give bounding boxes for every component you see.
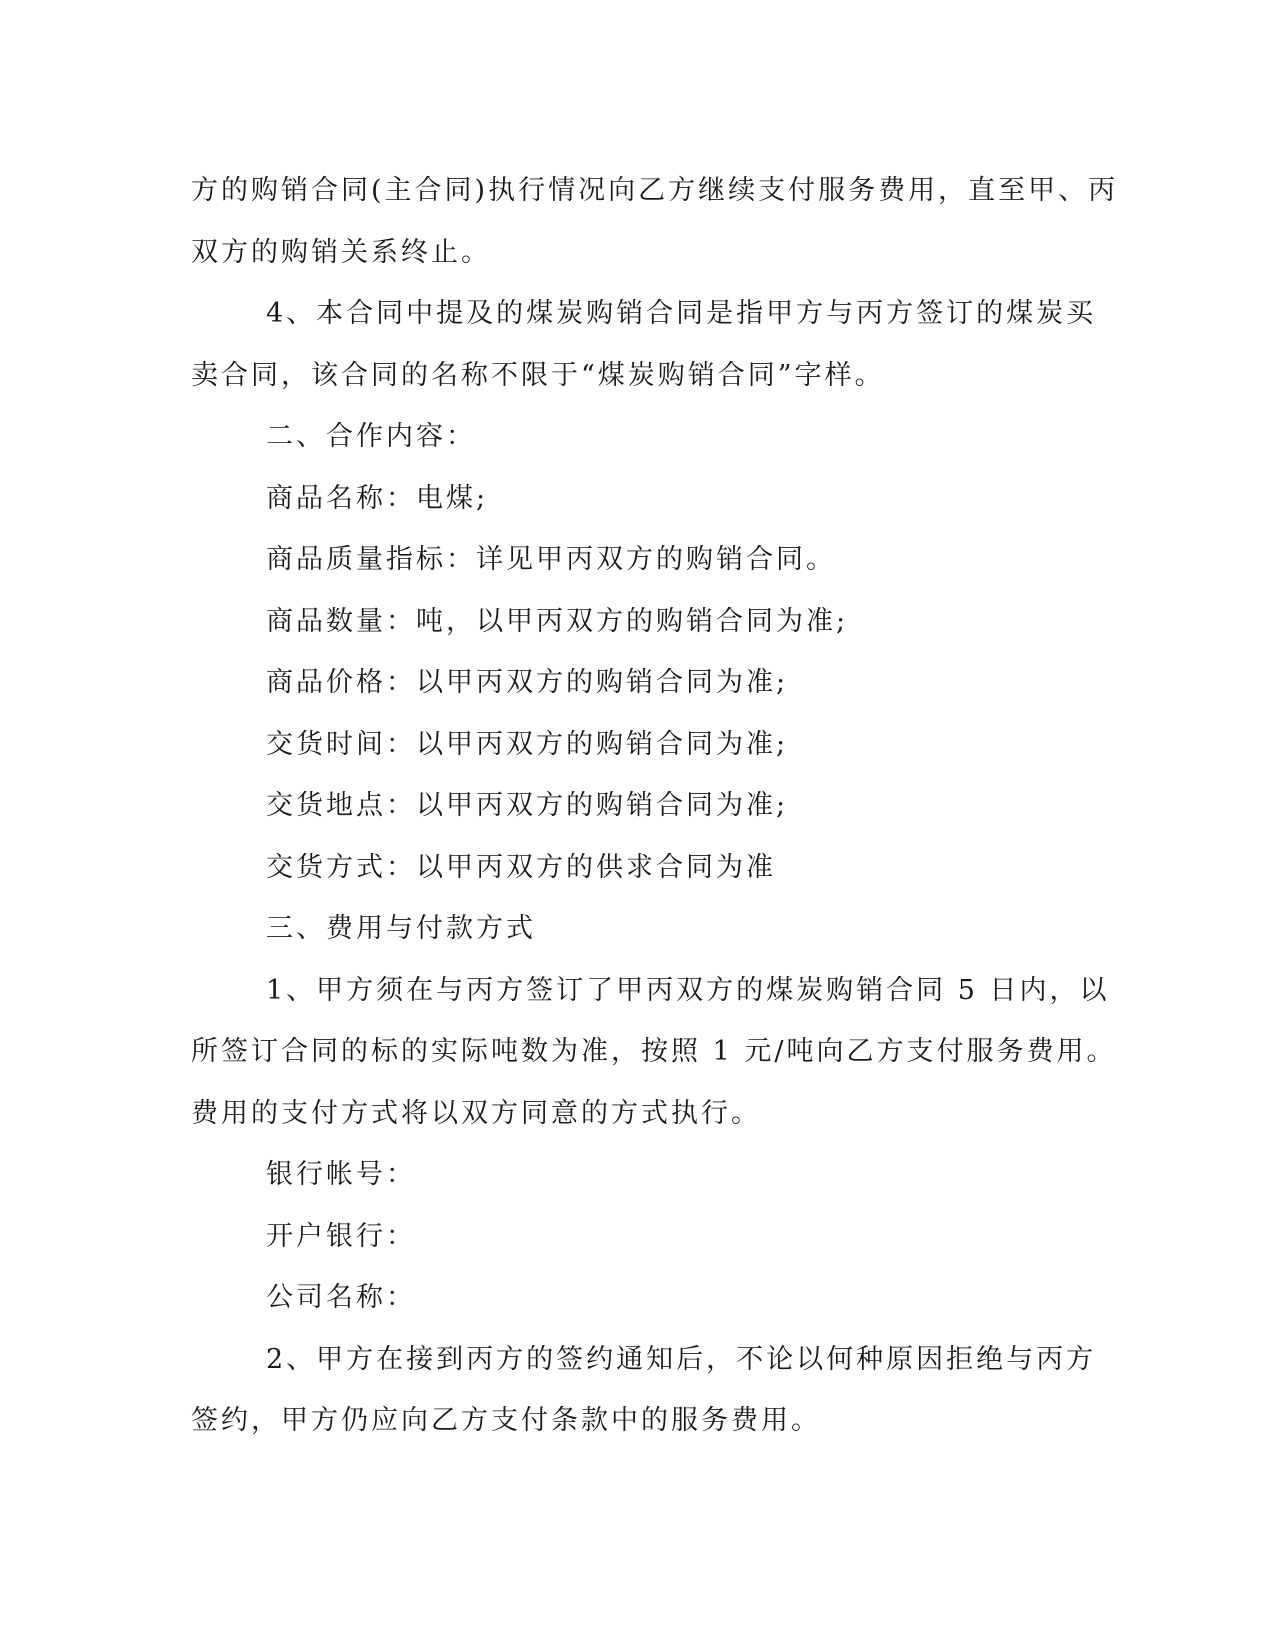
text-line: 签约，甲方仍应向乙方支付条款中的服务费用。: [191, 1405, 821, 1436]
text-line: 交货方式：以甲丙双方的供求合同为准: [266, 851, 776, 883]
text-line: 卖合同，该合同的名称不限于“煤炭购销合同”字样。: [191, 359, 885, 391]
text-line: 4、本合同中提及的煤炭购销合同是指甲方与丙方签订的煤炭买: [266, 298, 1097, 329]
text-line: 交货地点：以甲丙双方的购销合同为准;: [266, 790, 789, 821]
text-line: 1、甲方须在与丙方签订了甲丙双方的煤炭购销合同 5 日内，以: [266, 974, 1110, 1006]
form-field-label: 开户银行：: [266, 1220, 416, 1252]
section-heading: 二、合作内容：: [266, 421, 476, 452]
text-line: 商品数量：吨，以甲丙双方的购销合同为准;: [266, 605, 849, 637]
text-line: 所签订合同的标的实际吨数为准，按照 1 元/吨向乙方支付服务费用。: [191, 1036, 1117, 1067]
section-heading: 三、费用与付款方式: [266, 913, 536, 944]
text-line: 方的购销合同(主合同)执行情况向乙方继续支付服务费用，直至甲、丙: [191, 175, 1119, 206]
text-line: 2、甲方在接到丙方的签约通知后，不论以何种原因拒绝与丙方: [266, 1343, 1097, 1375]
text-line: 交货时间：以甲丙双方的购销合同为准;: [266, 728, 789, 760]
form-field-label: 公司名称：: [266, 1282, 416, 1313]
text-line: 商品价格：以甲丙双方的购销合同为准;: [266, 667, 789, 698]
form-field-label: 银行帐号：: [266, 1159, 416, 1190]
text-line: 商品质量指标：详见甲丙双方的购销合同。: [266, 544, 836, 575]
text-line: 双方的购销关系终止。: [191, 236, 491, 268]
document-body: [191, 160, 1119, 1452]
text-line: 商品名称：电煤;: [266, 482, 489, 514]
text-line: 费用的支付方式将以双方同意的方式执行。: [191, 1097, 761, 1129]
